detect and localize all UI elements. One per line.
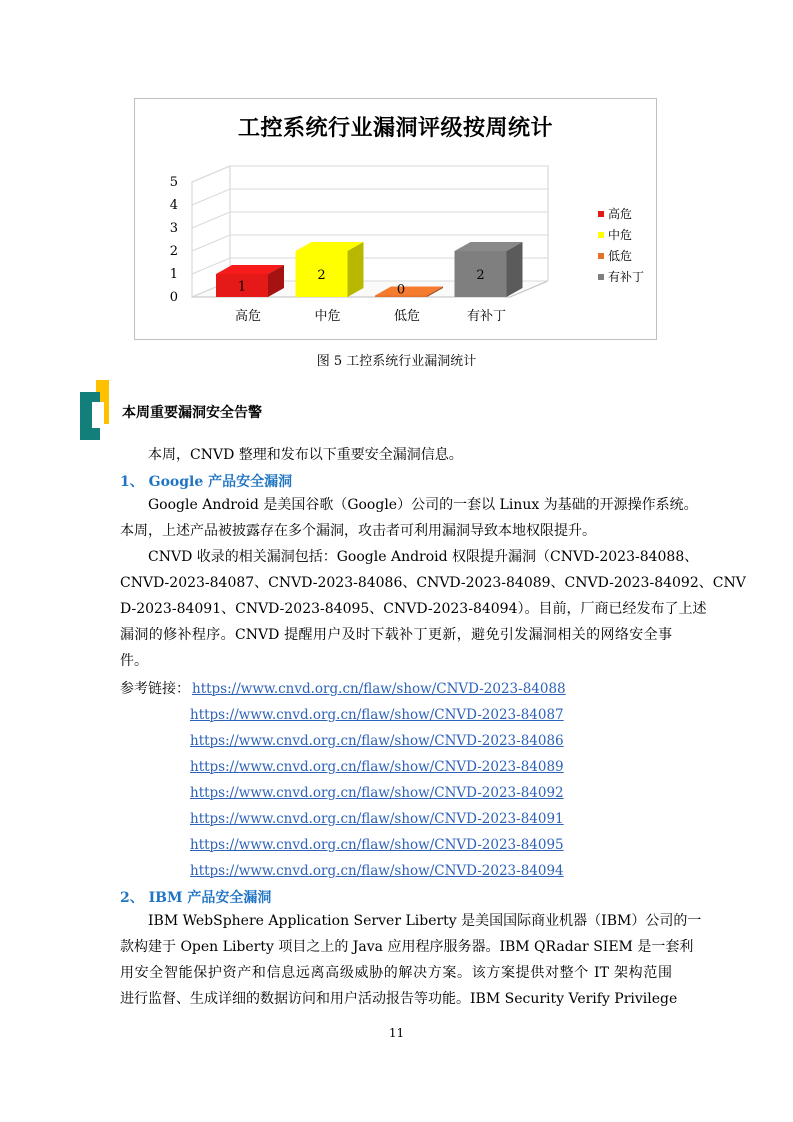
x-category-label: 有补丁 <box>466 309 507 324</box>
section-title: 本周重要漏洞安全告警 <box>122 405 262 421</box>
legend-label: 低危 <box>608 249 633 263</box>
y-tick-label: 1 <box>169 267 178 282</box>
ref-link-wrap <box>192 677 566 701</box>
decor-block-white <box>92 402 104 428</box>
chart-legend <box>598 203 644 287</box>
bar-data-label: 2 <box>476 268 485 283</box>
bar-data-label: 0 <box>396 282 406 298</box>
y-tick-label: 4 <box>169 198 178 213</box>
x-category-label: 高危 <box>234 309 262 324</box>
paragraph-line: Google Android 是美国谷歌（Google）公司的一套以 Linux 为基础的开源操作系统。 <box>148 497 698 513</box>
bar-data-label: 1 <box>237 279 247 295</box>
reference-link[interactable]: https://www.cnvd.org.cn/flaw/show/CNVD-2023-84087 <box>190 707 564 723</box>
bar-data-label: 2 <box>317 268 326 283</box>
bar-side <box>507 242 523 297</box>
figure-caption: 图 5 工控系统行业漏洞统计 <box>316 354 477 369</box>
paragraph-line: 用安全智能保护资产和信息远离高级威胁的解决方案。该方案提供对整个 IT 架构范围 <box>120 965 672 981</box>
legend-item <box>598 266 644 287</box>
legend-label: 有补丁 <box>608 270 645 284</box>
section-intro: 本周，CNVD 整理和发布以下重要安全漏洞信息。 <box>148 447 463 463</box>
paragraph-line: 款构建于 Open Liberty 项目之上的 Java 应用程序服务器。IBM QRadar SIEM 是一套利 <box>120 939 694 955</box>
chart-frame <box>134 98 657 340</box>
chart-title: 工控系统行业漏洞评级按周统计 <box>237 116 553 141</box>
legend-label: 高危 <box>608 207 633 221</box>
reference-link[interactable]: https://www.cnvd.org.cn/flaw/show/CNVD-2023-84086 <box>190 733 564 749</box>
legend-swatch <box>598 253 604 259</box>
reference-label: 参考链接： <box>120 681 190 697</box>
section-header <box>80 380 480 442</box>
y-tick-label: 5 <box>169 175 178 190</box>
ref-link-wrap <box>190 807 564 831</box>
ref-link-wrap <box>190 781 564 805</box>
legend-item <box>598 203 644 224</box>
ref-link-wrap <box>190 859 564 883</box>
legend-item <box>598 224 644 245</box>
item-heading-ibm: 2、 IBM 产品安全漏洞 <box>120 890 272 906</box>
legend-swatch <box>598 274 604 280</box>
legend-swatch <box>598 232 604 238</box>
ref-link-wrap <box>190 755 564 779</box>
paragraph-line: CNVD-2023-84087、CNVD-2023-84086、CNVD-2023-84089、CNVD-2023-84092、CNV <box>120 575 746 591</box>
reference-link[interactable]: https://www.cnvd.org.cn/flaw/show/CNVD-2023-84095 <box>190 837 564 853</box>
y-tick-label: 0 <box>169 290 178 305</box>
ref-link-wrap <box>190 833 564 857</box>
legend-label: 中危 <box>608 228 633 242</box>
paragraph-line: 件。 <box>120 653 148 669</box>
legend-swatch <box>598 211 604 217</box>
paragraph-line: IBM WebSphere Application Server Liberty 是美国国际商业机器（IBM）公司的一 <box>148 913 702 929</box>
y-tick-label: 2 <box>169 244 178 259</box>
paragraph-line: D-2023-84091、CNVD-2023-84095、CNVD-2023-84094）。目前，厂商已经发布了上述 <box>120 601 707 617</box>
reference-link[interactable]: https://www.cnvd.org.cn/flaw/show/CNVD-2023-84089 <box>190 759 564 775</box>
ref-link-wrap <box>190 729 564 753</box>
ref-link-wrap <box>190 703 564 727</box>
reference-link[interactable]: https://www.cnvd.org.cn/flaw/show/CNVD-2023-84092 <box>190 785 564 801</box>
x-category-label: 低危 <box>393 309 421 324</box>
paragraph-line: 漏洞的修补程序。CNVD 提醒用户及时下载补丁更新，避免引发漏洞相关的网络安全事 <box>120 627 672 643</box>
item-heading-google: 1、 Google 产品安全漏洞 <box>120 474 293 490</box>
reference-link[interactable]: https://www.cnvd.org.cn/flaw/show/CNVD-2023-84088 <box>192 681 566 697</box>
reference-link[interactable]: https://www.cnvd.org.cn/flaw/show/CNVD-2023-84094 <box>190 863 564 879</box>
reference-link[interactable]: https://www.cnvd.org.cn/flaw/show/CNVD-2023-84091 <box>190 811 564 827</box>
paragraph-line: CNVD 收录的相关漏洞包括：Google Android 权限提升漏洞（CNVD-2023-84088、 <box>148 549 699 565</box>
bar-side <box>348 242 364 297</box>
paragraph-line: 本周，上述产品被披露存在多个漏洞，攻击者可利用漏洞导致本地权限提升。 <box>120 523 596 539</box>
paragraph-line: 进行监督、生成详细的数据访问和用户活动报告等功能。IBM Security Verify Privilege <box>120 991 678 1007</box>
legend-item <box>598 245 644 266</box>
x-category-label: 中危 <box>314 309 341 324</box>
page-number: 11 <box>388 1026 405 1040</box>
y-tick-label: 3 <box>169 221 178 236</box>
